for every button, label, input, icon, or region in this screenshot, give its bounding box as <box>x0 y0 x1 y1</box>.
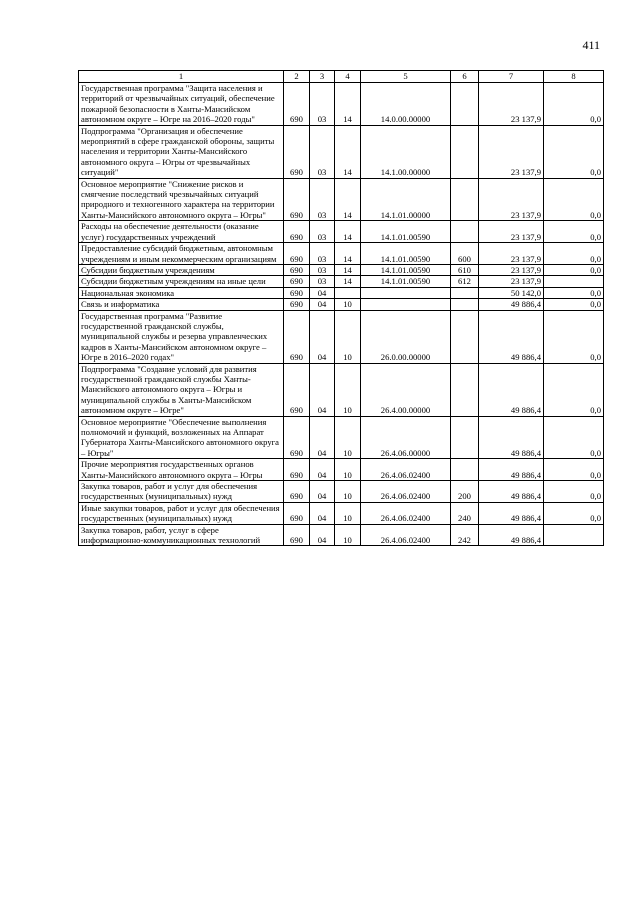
row-expense-type-cell: 600 <box>451 243 479 265</box>
row-expense-type-cell: 242 <box>451 524 479 546</box>
row-name-cell: Субсидии бюджетным учреждениям <box>79 264 284 275</box>
row-amount-cell: 49 886,4 <box>479 310 544 363</box>
row-name-cell: Подпрограмма "Создание условий для развития государственной гражданской службы Ханты-Мансийского автономного округа – Югры и муниципальной службы в Ханты-Мансийском автономном округе – Югре" <box>79 363 284 416</box>
row-target-article-cell: 26.4.06.02400 <box>361 502 451 524</box>
row-amount-2-cell: 0,0 <box>544 221 604 243</box>
row-amount-cell: 49 886,4 <box>479 459 544 481</box>
row-amount-2-cell: 0,0 <box>544 264 604 275</box>
row-amount-cell: 49 886,4 <box>479 524 544 546</box>
row-amount-2-cell: 0,0 <box>544 416 604 459</box>
row-target-article-cell: 26.4.06.02400 <box>361 524 451 546</box>
row-amount-cell: 23 137,9 <box>479 243 544 265</box>
row-grbs-cell: 690 <box>284 524 310 546</box>
row-amount-2-cell: 0,0 <box>544 363 604 416</box>
row-subsection-cell: 10 <box>335 524 361 546</box>
table-row <box>79 481 604 503</box>
row-grbs-cell: 690 <box>284 276 310 287</box>
row-amount-cell: 23 137,9 <box>479 125 544 178</box>
table-row <box>79 287 604 298</box>
table-row <box>79 310 604 363</box>
row-amount-2-cell: 0,0 <box>544 310 604 363</box>
row-amount-2-cell <box>544 524 604 546</box>
row-subsection-cell: 10 <box>335 416 361 459</box>
row-grbs-cell: 690 <box>284 363 310 416</box>
row-subsection-cell: 14 <box>335 178 361 221</box>
row-amount-2-cell: 0,0 <box>544 83 604 126</box>
row-grbs-cell: 690 <box>284 178 310 221</box>
row-section-cell: 03 <box>310 125 335 178</box>
column-header: 2 <box>284 71 310 83</box>
table-row <box>79 83 604 126</box>
row-section-cell: 04 <box>310 287 335 298</box>
row-grbs-cell: 690 <box>284 243 310 265</box>
row-amount-2-cell: 0,0 <box>544 243 604 265</box>
row-target-article-cell <box>361 299 451 310</box>
row-amount-2-cell: 0,0 <box>544 299 604 310</box>
column-header: 4 <box>335 71 361 83</box>
row-expense-type-cell: 612 <box>451 276 479 287</box>
row-grbs-cell: 690 <box>284 502 310 524</box>
row-grbs-cell: 690 <box>284 459 310 481</box>
column-header: 3 <box>310 71 335 83</box>
row-subsection-cell: 14 <box>335 276 361 287</box>
row-name-cell: Государственная программа "Развитие государственной гражданской службы, муниципальной службы и резерва управленческих кадров в Ханты-Мансийском автономном округе – Югре в 2016–2020 годах" <box>79 310 284 363</box>
table-header-row <box>79 71 604 83</box>
row-amount-cell: 49 886,4 <box>479 481 544 503</box>
row-amount-cell: 50 142,0 <box>479 287 544 298</box>
row-target-article-cell: 14.1.01.00590 <box>361 276 451 287</box>
table-row <box>79 416 604 459</box>
row-name-cell: Основное мероприятие "Обеспечение выполнения полномочий и функций, возложенных на Аппарат Губернатора Ханты-Мансийского автономного округа – Югры" <box>79 416 284 459</box>
row-name-cell: Иные закупки товаров, работ и услуг для обеспечения государственных (муниципальных) нужд <box>79 502 284 524</box>
row-name-cell: Связь и информатика <box>79 299 284 310</box>
row-grbs-cell: 690 <box>284 481 310 503</box>
row-amount-cell: 23 137,9 <box>479 276 544 287</box>
row-amount-cell: 49 886,4 <box>479 416 544 459</box>
row-grbs-cell: 690 <box>284 264 310 275</box>
row-amount-cell: 23 137,9 <box>479 83 544 126</box>
table-row <box>79 459 604 481</box>
row-section-cell: 04 <box>310 524 335 546</box>
row-expense-type-cell <box>451 221 479 243</box>
row-amount-2-cell: 0,0 <box>544 287 604 298</box>
row-subsection-cell: 14 <box>335 243 361 265</box>
row-target-article-cell: 14.1.01.00590 <box>361 221 451 243</box>
row-section-cell: 04 <box>310 299 335 310</box>
row-expense-type-cell <box>451 363 479 416</box>
row-target-article-cell: 14.1.01.00590 <box>361 243 451 265</box>
row-subsection-cell: 14 <box>335 83 361 126</box>
row-section-cell: 03 <box>310 264 335 275</box>
row-target-article-cell: 26.4.06.02400 <box>361 481 451 503</box>
row-target-article-cell: 26.0.00.00000 <box>361 310 451 363</box>
row-name-cell: Расходы на обеспечение деятельности (оказание услуг) государственных учреждений <box>79 221 284 243</box>
row-subsection-cell: 10 <box>335 481 361 503</box>
row-expense-type-cell <box>451 459 479 481</box>
row-expense-type-cell <box>451 178 479 221</box>
row-expense-type-cell <box>451 287 479 298</box>
row-grbs-cell: 690 <box>284 299 310 310</box>
table-row <box>79 502 604 524</box>
column-header: 8 <box>544 71 604 83</box>
row-amount-2-cell: 0,0 <box>544 459 604 481</box>
row-name-cell: Подпрограмма "Организация и обеспечение мероприятий в сфере гражданской обороны, защиты населения и территории Ханты-Мансийского автономного округа – Югры от чрезвычайных ситуаций" <box>79 125 284 178</box>
page-number: 411 <box>582 38 600 52</box>
row-grbs-cell: 690 <box>284 310 310 363</box>
table-row <box>79 178 604 221</box>
row-target-article-cell: 14.1.00.00000 <box>361 125 451 178</box>
row-name-cell: Прочие мероприятия государственных органов Ханты-Мансийского автономного округа – Югры <box>79 459 284 481</box>
row-subsection-cell: 10 <box>335 459 361 481</box>
row-target-article-cell: 14.1.01.00590 <box>361 264 451 275</box>
row-subsection-cell: 10 <box>335 299 361 310</box>
table-row <box>79 243 604 265</box>
row-amount-2-cell: 0,0 <box>544 125 604 178</box>
table-body <box>79 83 604 546</box>
table-row <box>79 276 604 287</box>
table-row <box>79 264 604 275</box>
row-grbs-cell: 690 <box>284 221 310 243</box>
row-section-cell: 04 <box>310 481 335 503</box>
row-amount-cell: 49 886,4 <box>479 299 544 310</box>
row-name-cell: Предоставление субсидий бюджетным, автономным учреждениям и иным некоммерческим организациям <box>79 243 284 265</box>
row-expense-type-cell: 240 <box>451 502 479 524</box>
row-section-cell: 04 <box>310 363 335 416</box>
row-section-cell: 04 <box>310 459 335 481</box>
row-section-cell: 03 <box>310 221 335 243</box>
row-expense-type-cell <box>451 310 479 363</box>
column-header: 1 <box>79 71 284 83</box>
row-subsection-cell: 14 <box>335 264 361 275</box>
row-section-cell: 04 <box>310 416 335 459</box>
row-expense-type-cell <box>451 299 479 310</box>
row-target-article-cell: 14.1.01.00000 <box>361 178 451 221</box>
row-name-cell: Основное мероприятие "Снижение рисков и смягчение последствий чрезвычайных ситуаций природного и техногенного характера на территории Ханты-Мансийского автономного округа – Югры" <box>79 178 284 221</box>
row-expense-type-cell <box>451 125 479 178</box>
table-row <box>79 363 604 416</box>
row-name-cell: Закупка товаров, работ и услуг для обеспечения государственных (муниципальных) нужд <box>79 481 284 503</box>
row-section-cell: 04 <box>310 502 335 524</box>
row-grbs-cell: 690 <box>284 83 310 126</box>
table-row <box>79 524 604 546</box>
row-amount-2-cell: 0,0 <box>544 481 604 503</box>
row-section-cell: 03 <box>310 178 335 221</box>
row-amount-cell: 23 137,9 <box>479 264 544 275</box>
row-grbs-cell: 690 <box>284 287 310 298</box>
row-target-article-cell <box>361 287 451 298</box>
row-target-article-cell: 26.4.06.02400 <box>361 459 451 481</box>
table-row <box>79 299 604 310</box>
row-subsection-cell: 10 <box>335 310 361 363</box>
row-name-cell: Закупка товаров, работ, услуг в сфере информационно-коммуникационных технологий <box>79 524 284 546</box>
row-grbs-cell: 690 <box>284 125 310 178</box>
budget-table <box>78 70 604 546</box>
row-subsection-cell <box>335 287 361 298</box>
row-amount-cell: 23 137,9 <box>479 221 544 243</box>
row-section-cell: 03 <box>310 83 335 126</box>
row-amount-cell: 49 886,4 <box>479 502 544 524</box>
row-expense-type-cell: 200 <box>451 481 479 503</box>
row-expense-type-cell <box>451 416 479 459</box>
column-header: 5 <box>361 71 451 83</box>
table-row <box>79 125 604 178</box>
row-subsection-cell: 10 <box>335 363 361 416</box>
row-subsection-cell: 14 <box>335 125 361 178</box>
row-section-cell: 04 <box>310 310 335 363</box>
row-amount-2-cell: 0,0 <box>544 502 604 524</box>
row-grbs-cell: 690 <box>284 416 310 459</box>
row-subsection-cell: 10 <box>335 502 361 524</box>
row-name-cell: Государственная программа "Защита населения и территорий от чрезвычайных ситуаций, обеспечение пожарной безопасности в Ханты-Мансийском автономном округе – Югре на 2016–2020 годы" <box>79 83 284 126</box>
row-amount-2-cell <box>544 276 604 287</box>
row-section-cell: 03 <box>310 243 335 265</box>
row-name-cell: Национальная экономика <box>79 287 284 298</box>
row-expense-type-cell <box>451 83 479 126</box>
row-target-article-cell: 26.4.00.00000 <box>361 363 451 416</box>
row-target-article-cell: 26.4.06.00000 <box>361 416 451 459</box>
row-subsection-cell: 14 <box>335 221 361 243</box>
row-amount-cell: 49 886,4 <box>479 363 544 416</box>
row-section-cell: 03 <box>310 276 335 287</box>
row-name-cell: Субсидии бюджетным учреждениям на иные цели <box>79 276 284 287</box>
column-header: 6 <box>451 71 479 83</box>
table-row <box>79 221 604 243</box>
row-amount-2-cell: 0,0 <box>544 178 604 221</box>
row-amount-cell: 23 137,9 <box>479 178 544 221</box>
column-header: 7 <box>479 71 544 83</box>
row-target-article-cell: 14.0.00.00000 <box>361 83 451 126</box>
row-expense-type-cell: 610 <box>451 264 479 275</box>
